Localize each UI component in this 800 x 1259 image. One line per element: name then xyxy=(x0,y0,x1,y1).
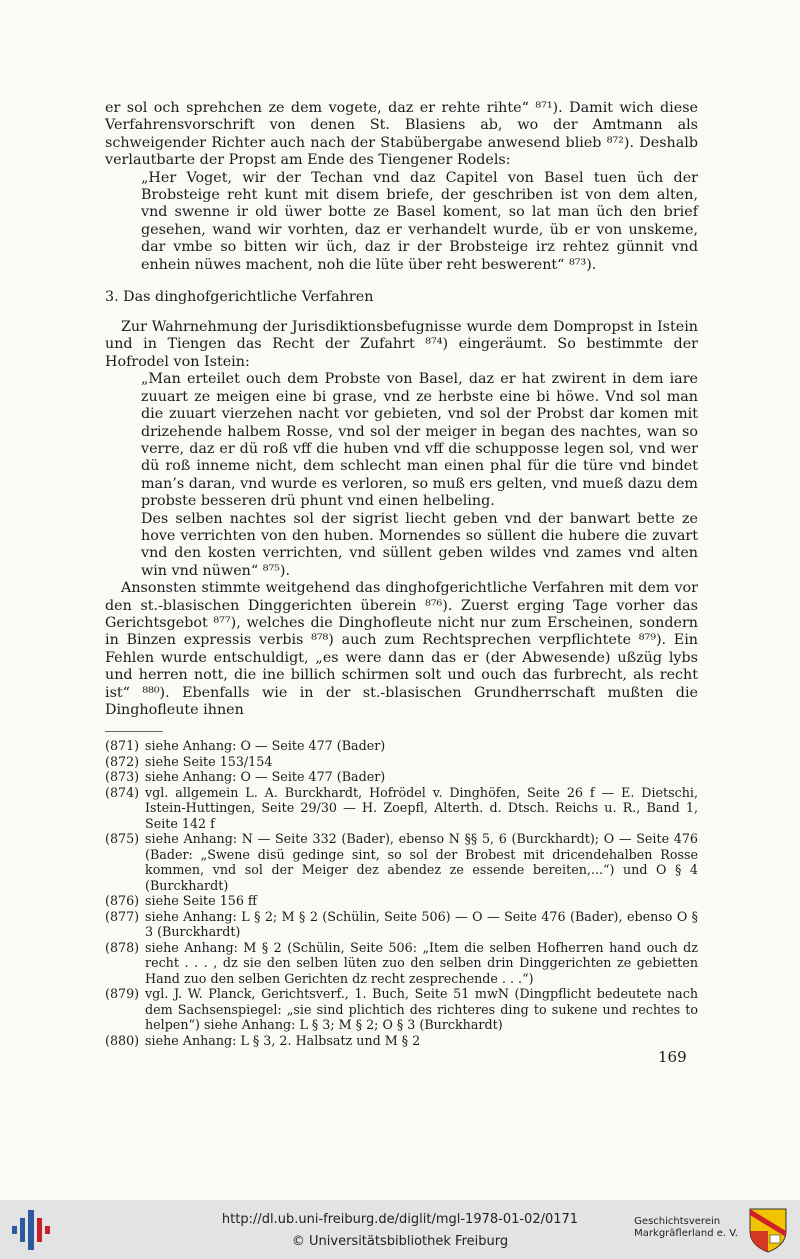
quote-1 xyxy=(141,170,698,274)
page-body xyxy=(105,100,698,1048)
footer-url[interactable]: http://dl.ub.uni-freiburg.de/diglit/mgl-1978-01-02/0171 xyxy=(221,1212,579,1227)
footnote-divider xyxy=(105,731,163,732)
quote-1-text: „Her Voget, wir der Techan vnd daz Capitel von Basel tuen üch der Brobsteige reht kunt mit disem briefe, der geschriben ist von dem alten, vnd swenne ir old üwer botte ze Basel koment, so lat man üch den brief gesehen, wand wir vorhten, daz er verhandelt wurde, üb er von unskeme, dar vmbe so bitten wir üch, daz ir der Brobsteige irz rehtez günnit vnd enhein nüwes machent, noh die lüte über reht beswerent“ ⁸⁷³). xyxy=(141,169,698,273)
society-name: Geschichtsverein Markgräflerland e. V. xyxy=(634,1216,738,1239)
society-crest-icon xyxy=(748,1207,788,1253)
paragraph-1: er sol och sprehchen ze dem vogete, daz er rehte rihte“ ⁸⁷¹). Damit wich diese Verfahrensvorschrift von denen St. Blasiens ab, wo der Amtmann als schweigender Richter auch nach der Stabübergabe anwesend blieb ⁸⁷²). Deshalb verlautbarte der Propst am Ende des Tiengener Rodels: xyxy=(105,100,698,169)
footnotes xyxy=(105,738,698,1048)
footnote: (875) siehe Anhang: N — Seite 332 (Bader), ebenso N §§ 5, 6 (Burckhardt); O — Seite 476 (Bader: „Swene disü gedinge sint, so sol der Brobest mit dricendehalben Rosse kommen, vnd sol der Meiger dez abendez ze essende bereiten,...“) und O § 4 (Burckhardt) xyxy=(105,831,698,893)
quote-2 xyxy=(141,371,698,580)
footnote: (877) siehe Anhang: L § 2; M § 2 (Schülin, Seite 506) — O — Seite 476 (Bader), ebenso O § 3 (Burckhardt) xyxy=(105,908,698,940)
paragraph-3: Ansonsten stimmte weitgehend das dinghofgerichtliche Verfahren mit dem vor den st.-blasischen Dinggerichten überein ⁸⁷⁶). Zuerst erging Tage vorher das Gerichtsgebot ⁸⁷⁷), welches die Dinghofleute nicht nur zum Erscheinen, sondern in Binzen expressis verbis ⁸⁷⁸) auch zum Rechtsprechen verpflichtete ⁸⁷⁹). Ein Fehlen wurde entschuldigt, „es were dann das er (der Abwesende) ußzüg lybs und herren nott, die ine billich schirmen solt und ouch das furbrecht, als recht ist“ ⁸⁸⁰). Ebenfalls wie in der st.-blasischen Grundherrschaft mußten die Dinghofleute ihnen xyxy=(105,580,698,718)
paragraph-2: Zur Wahrnehmung der Jurisdiktionsbefugnisse wurde dem Dompropst in Istein und in Tiengen das Recht der Zufahrt ⁸⁷⁴) eingeräumt. So bestimmte der Hofrodel von Istein: xyxy=(105,319,698,370)
footnote: (871) siehe Anhang: O — Seite 477 (Bader) xyxy=(105,738,386,754)
quote-2-part-1: „Man erteilet ouch dem Probste von Basel, daz er hat zwirent in dem iare zuuart ze meigen eine bi grase, vnd ze herbste eine bi höwe. Vnd sol man die zuuart vierzehen nacht vor gebieten, vnd sol der Probst dar komen mit drizehende halbem Rosse, vnd sol der meiger in began des nachtes, wan so verre, daz er dü roß vff die huben vnd vff die schupposse legen sol, vnd wer dü roß inneme nicht, dem schlecht man einen phal für die türe vnd bindet man’s daran, vnd wurde es verloren, so muß ers gelten, vnd mueß dazu dem probste besseren drü phunt vnd einen helbeling. xyxy=(141,371,698,510)
quote-2-part-2: Des selben nachtes sol der sigrist liecht geben vnd der banwart bette ze hove verrichten von den huben. Mornendes so süllent die hubere die zuvart vnd den kosten verrichten, vnd süllent geben wildes vnd zames vnd alten win vnd nüwen“ ⁸⁷⁵). xyxy=(141,510,698,579)
footnote: (874) vgl. allgemein L. A. Burckhardt, Hofrödel v. Dinghöfen, Seite 26 f — E. Dietschi, Istein-Huttingen, Seite 29/30 — H. Zoepfl, Alterth. d. Dtsch. Reichs u. R., Band 1, Seite 142 f xyxy=(105,784,698,831)
footer-bar xyxy=(0,1200,800,1259)
footnote: (880) siehe Anhang: L § 3, 2. Halbsatz und M § 2 xyxy=(105,1032,421,1048)
footnote: (873) siehe Anhang: O — Seite 477 (Bader) xyxy=(105,769,386,785)
footnote: (872) siehe Seite 153/154 xyxy=(105,753,273,769)
page-number: 169 xyxy=(658,1048,687,1066)
footnote: (879) vgl. J. W. Planck, Gerichtsverf., 1. Buch, Seite 51 mwN (Dingpflicht bedeutete nach dem Sachsenspiegel: „sie sind plichtich des richteres ding to sukene und rechtes to helpen“) siehe Anhang: L § 3; M § 2; O § 3 (Burckhardt) xyxy=(105,986,698,1033)
section-heading: 3. Das dinghofgerichtliche Verfahren xyxy=(105,289,374,306)
footer-copyright: © Universitätsbibliothek Freiburg xyxy=(291,1234,509,1249)
footnote: (876) siehe Seite 156 ff xyxy=(105,893,257,909)
footnote: (878) siehe Anhang: M § 2 (Schülin, Seite 506: „Item die selben Hofherren hand ouch dz recht . . . , dz sie den selben lüten zuo den selben drin Dinggerichten ze gebietten Hand zuo den selben Gerichten dz recht zesprechende . . .“) xyxy=(105,939,698,986)
